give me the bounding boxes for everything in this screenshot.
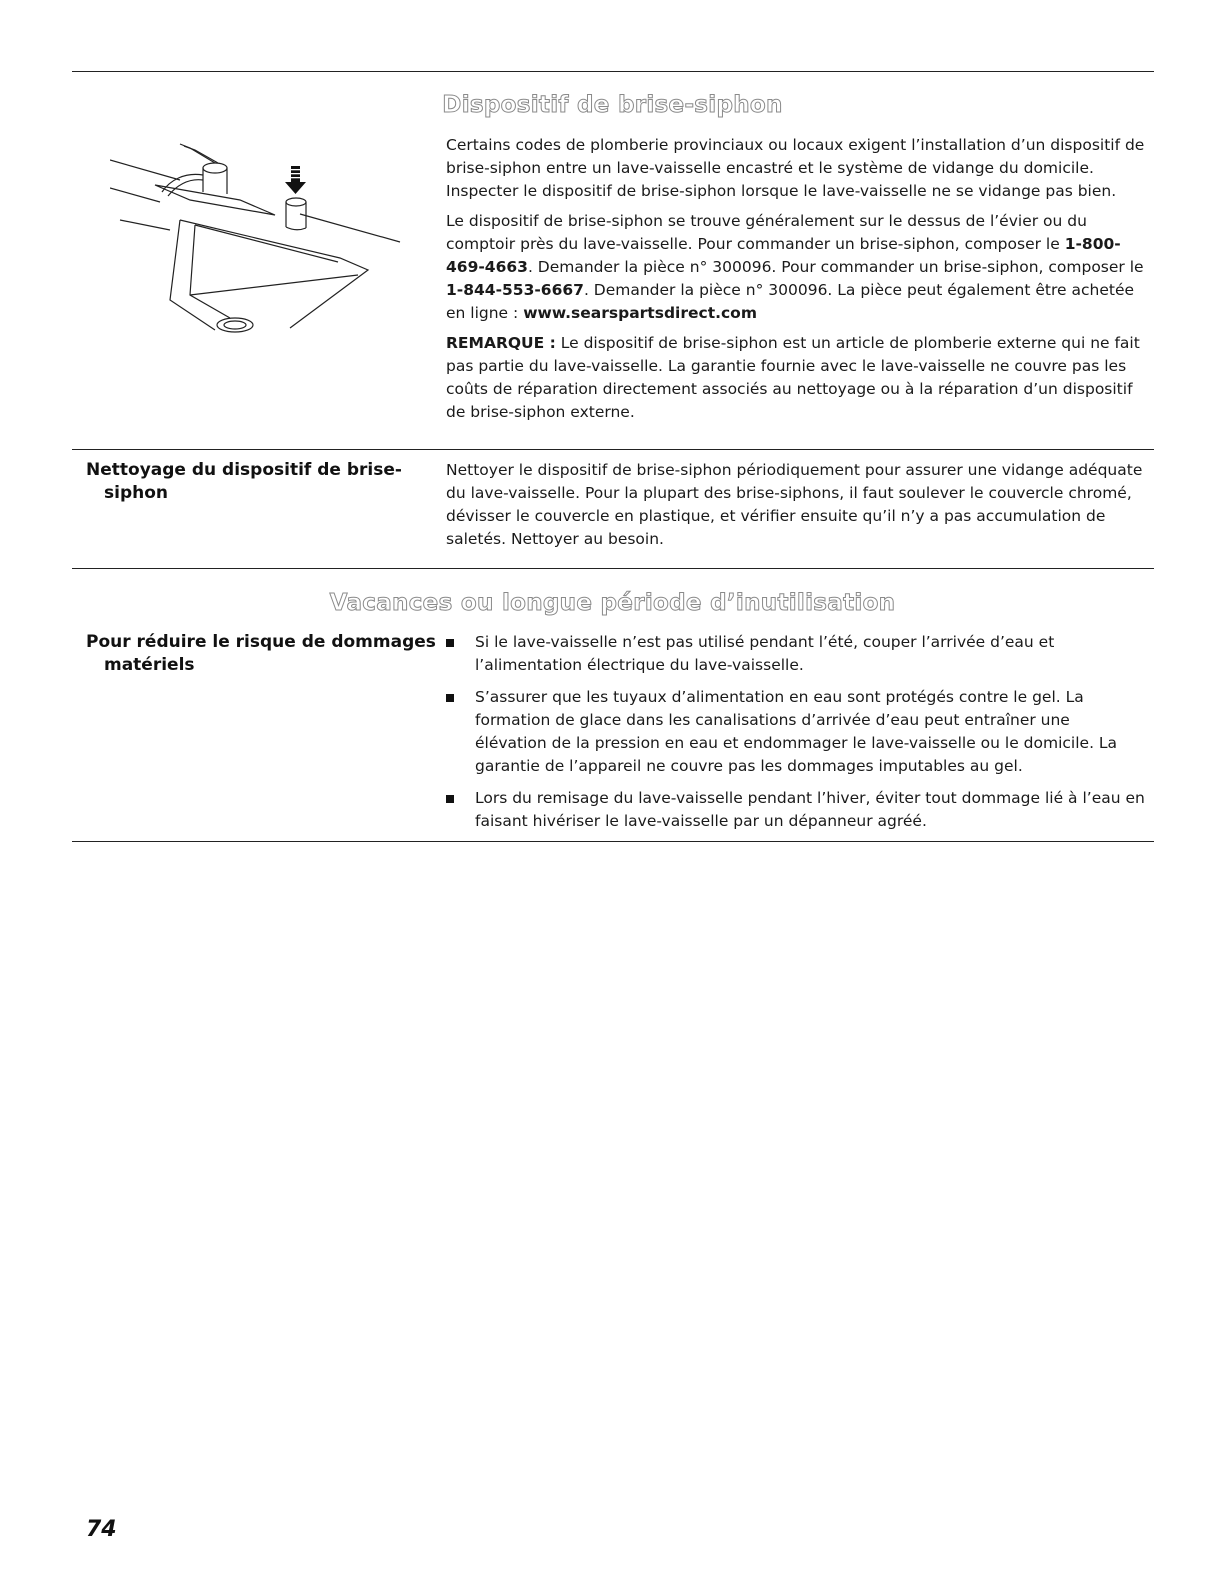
- divider-cleaning: [72, 449, 1154, 450]
- vacation-heading: Pour réduire le risque de dommages matériels: [86, 632, 436, 675]
- phone-number-2: 1-844-553-6667: [446, 281, 584, 299]
- page-number: 74: [86, 1517, 117, 1542]
- cleaning-text: Nettoyer le dispositif de brise-siphon périodiquement pour assurer une vidange adéquate du lave-vaisselle. Pour la plupart des brise-siphons, il faut soulever le couvercle chromé, dévisser le couvercle en plastique, et vérifier ensuite qu’il n’y a pas accumulation de saletés. Nettoyer au besoin.: [446, 461, 1143, 548]
- sink-faucet-air-gap-icon: [110, 130, 410, 350]
- square-bullet-icon: [446, 795, 454, 803]
- air-gap-paragraph-2: [446, 210, 1146, 325]
- phone-number-1: 1-800-469-4663: [446, 235, 1121, 276]
- section-title-air-gap: Dispositif de brise-siphon: [442, 92, 783, 118]
- cleaning-heading: Nettoyage du dispositif de brise-siphon: [86, 460, 402, 503]
- air-gap-illustration: [110, 130, 410, 354]
- top-divider: [72, 71, 1154, 72]
- website-link[interactable]: www.searspartsdirect.com: [523, 304, 757, 322]
- square-bullet-icon: [446, 694, 454, 702]
- bullet-list: [446, 631, 1146, 833]
- list-item: [446, 631, 1146, 677]
- list-item: [446, 686, 1146, 778]
- air-gap-description: [446, 134, 1146, 431]
- note-text: Le dispositif de brise-siphon est un article de plomberie externe qui ne fait pas partie du lave-vaisselle. La garantie fournie avec le lave-vaisselle ne couvre pas les coûts de réparation directement associés au nettoyage ou à la réparation d’un dispositif de brise-siphon externe.: [446, 334, 1140, 421]
- square-bullet-icon: [446, 639, 454, 647]
- list-item: [446, 787, 1146, 833]
- order-text-1: Le dispositif de brise-siphon se trouve généralement sur le dessus de l’évier ou du comptoir près du lave-vaisselle. Pour commander un brise-siphon, composer le: [446, 212, 1087, 253]
- divider-vacation: [72, 568, 1154, 569]
- note-label: REMARQUE :: [446, 334, 556, 352]
- bullet-text: S’assurer que les tuyaux d’alimentation en eau sont protégés contre le gel. La formation de glace dans les canalisations d’arrivée d’eau peut entraîner une élévation de la pression en eau et endommager le lave-vaisselle ou le domicile. La garantie de l’appareil ne couvre pas les dommages imputables au gel.: [475, 688, 1118, 775]
- bullet-text: Si le lave-vaisselle n’est pas utilisé pendant l’été, couper l’arrivée d’eau et l’alimentation électrique du lave-vaisselle.: [475, 633, 1055, 674]
- air-gap-paragraph-1: Certains codes de plomberie provinciaux ou locaux exigent l’installation d’un dispositif de brise-siphon entre un lave-vaisselle encastré et le système de vidange du domicile. Inspecter le dispositif de brise-siphon lorsque le lave-vaisselle ne se vidange pas bien.: [446, 136, 1145, 200]
- order-text-3: . Demander la pièce n° 300096. La pièce peut également être achetée en ligne :: [446, 281, 1135, 322]
- bullet-text: Lors du remisage du lave-vaisselle pendant l’hiver, éviter tout dommage lié à l’eau en faisant hivériser le lave-vaisselle par un dépanneur agréé.: [475, 789, 1145, 830]
- air-gap-note: [446, 332, 1146, 424]
- bottom-divider: [72, 841, 1154, 842]
- vacation-bullets: [446, 631, 1146, 842]
- order-text-2: . Demander la pièce n° 300096. Pour commander un brise-siphon, composer le: [527, 258, 1144, 276]
- section-title-vacation: Vacances ou longue période d’inutilisation: [329, 590, 896, 616]
